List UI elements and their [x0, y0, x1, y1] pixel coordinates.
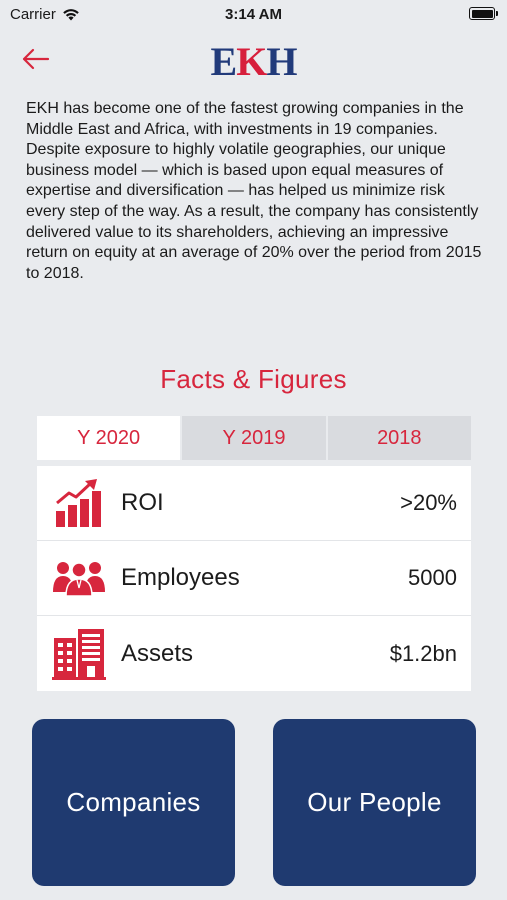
- intro-paragraph: EKH has become one of the fastest growing companies in the Middle East and Africa, with investments in 19 companies. Despite exposure to highly volatile geographies, our unique business model — which is based upon equal measures of expertise and diversification — has helped us minimize risk every step of the way. As a result, the company has consistently delivered value to its shareholders, achieving an impressive return on equity at an average of 20% over the period from 2015 to 2018.: [26, 100, 482, 282]
- carrier-label: Carrier: [10, 6, 56, 23]
- battery-icon: [469, 7, 495, 20]
- people-group-icon: [51, 550, 107, 606]
- status-bar: [0, 0, 507, 30]
- stat-value: 5000: [408, 565, 457, 590]
- stat-row-employees: [37, 541, 471, 616]
- status-time: 3:14 AM: [225, 6, 282, 23]
- stat-label: Employees: [121, 564, 240, 591]
- stats-card: [37, 466, 471, 691]
- facts-title: Facts & Figures: [160, 364, 347, 394]
- year-tabs: [37, 416, 471, 460]
- buildings-icon: [51, 626, 107, 682]
- tab-2018[interactable]: 2018: [328, 416, 471, 460]
- stat-value: >20%: [400, 490, 457, 515]
- stat-row-roi: [37, 466, 471, 541]
- stat-value: $1.2bn: [389, 640, 457, 666]
- stat-label: ROI: [121, 489, 164, 516]
- stat-label: Assets: [121, 639, 194, 667]
- logo-letter-e: E: [210, 39, 237, 84]
- our-people-button[interactable]: Our People: [273, 719, 476, 886]
- logo-letter-k: K: [236, 39, 267, 84]
- companies-button[interactable]: Companies: [32, 719, 235, 886]
- tab-y2020[interactable]: Y 2020: [37, 416, 180, 460]
- nav-header: [0, 36, 507, 86]
- ekh-logo: [0, 40, 507, 84]
- logo-letter-h: H: [266, 39, 297, 84]
- chart-growth-icon: [51, 475, 107, 531]
- stat-row-assets: [37, 616, 471, 691]
- tab-y2019[interactable]: Y 2019: [182, 416, 325, 460]
